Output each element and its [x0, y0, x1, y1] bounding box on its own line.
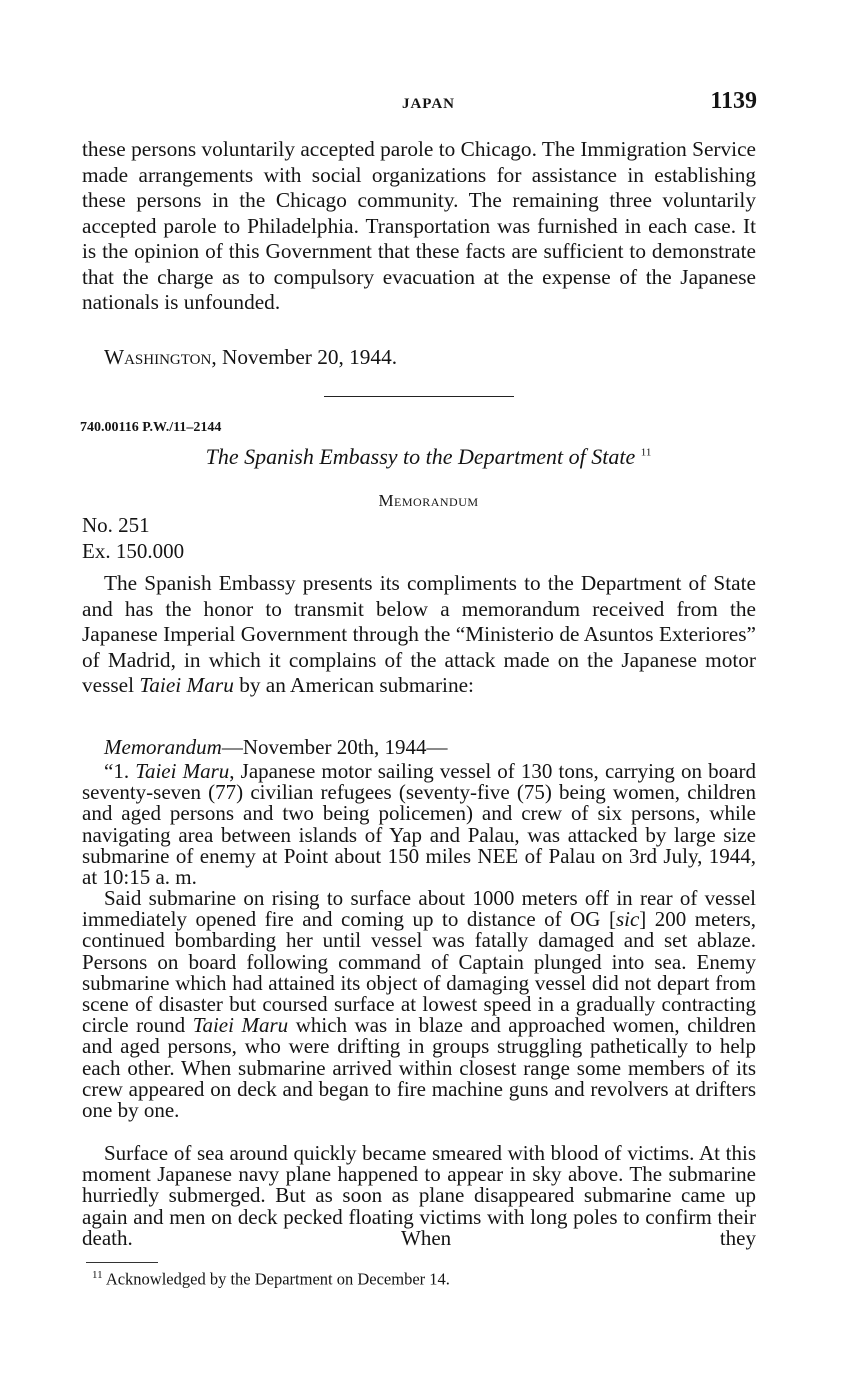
- memo-dateline: [104, 737, 756, 758]
- memo-p2-end: which was in blaze and approached women, children and aged persons, who were drifting in groups struggling pathetically to help each other. When submarine arrived within closest range some members of its crew appeared on deck and began to fire machine guns and revolvers at drifters one by one.: [82, 1013, 757, 1123]
- running-title: JAPAN: [401, 96, 456, 112]
- intro-paragraph: [82, 571, 756, 699]
- signoff: [82, 345, 756, 370]
- footnote-divider: [86, 1262, 158, 1263]
- memo-paragraph-2: [82, 888, 756, 1121]
- intro-ship-name: Taiei Maru: [139, 673, 234, 697]
- signoff-date: , November 20, 1944.: [211, 345, 398, 369]
- document-title-text: The Spanish Embassy to the Department of State: [205, 444, 636, 469]
- reference-number: No. 251: [82, 513, 150, 537]
- page-number: 1139: [710, 88, 757, 114]
- title-footnote-ref: 11: [640, 446, 652, 459]
- memo-p2-middle: ] 200 meters, continued bombarding her until vessel was fatally damaged and set ablaze. Persons on board following command of Captain plunged into sea. Enemy submarine which had attained its object of damaging vessel did not depart from scene of disaster but coursed surface at lowest speed in a gradually contracting circle round: [82, 907, 756, 1038]
- memo-p2-text: Said submarine on rising to surface about 1000 meters off in rear of vessel immediately opened fire and coming up to distance of OG [: [82, 886, 756, 932]
- memo-p2-ship: Taiei Maru: [192, 1013, 289, 1038]
- file-number: 740.00116 P.W./11–2144: [80, 420, 222, 435]
- memo-date: —November 20th, 1944—: [221, 735, 448, 759]
- memo-label: Memorandum: [104, 735, 222, 759]
- memo-p1-prefix: “1.: [104, 759, 130, 783]
- continuation-paragraph: these persons voluntarily accepted parole to Chicago. The Immigration Service made arrangements with social organizations for assistance in establishing these persons in the Chicago community. The remaining three voluntarily accepted parole to Philadelphia. Transportation was furnished in each case. It is the opinion of this Government that these facts are sufficient to demonstrate that the charge as to compulsory evacuation at the expense of the Japanese nationals is unfounded.: [82, 137, 756, 314]
- section-divider: [324, 396, 514, 397]
- document-title: [0, 444, 857, 470]
- memo-paragraph-1: [82, 761, 756, 888]
- memo-paragraph-3: Surface of sea around quickly became smeared with blood of victims. At this moment Japanese navy plane happened to appear in sky above. The submarine hurriedly submerged. But as soon as plane disappeared submarine came up again and men on deck pecked floating victims with long poles to confirm their death. When they: [82, 1141, 756, 1250]
- reference-ex: Ex. 150.000: [82, 539, 185, 563]
- footnote-marker: 11: [92, 1269, 103, 1281]
- memo-p1-ship: Taiei Maru: [135, 759, 230, 783]
- memo-p1-text: , Japanese motor sailing vessel of 130 tons, carrying on board seventy-seven (77) civilian refugees (seventy-five (75) being women, children and aged persons and two being policemen) and crew of six persons, while navigating area between islands of Yap and Palau, was attacked by large size submarine of enemy at Point about 150 miles NEE of Palau on 3rd July, 1944, at 10:15 a. m.: [82, 759, 756, 890]
- memorandum-heading: Memorandum: [378, 491, 479, 510]
- signoff-place: Washington: [104, 345, 212, 369]
- intro-text: The Spanish Embassy presents its compliments to the Department of State and has the honor to transmit below a memorandum received from the Japanese Imperial Government through the “Ministerio de Asuntos Exteriores” of Madrid, in which it complains of the attack made on the Japanese motor vessel: [82, 571, 756, 697]
- footnote-text: Acknowledged by the Department on December 14.: [105, 1269, 450, 1289]
- intro-text-end: by an American submarine:: [239, 673, 474, 697]
- memo-p2-sic: sic: [615, 907, 640, 932]
- footnote: [92, 1269, 450, 1290]
